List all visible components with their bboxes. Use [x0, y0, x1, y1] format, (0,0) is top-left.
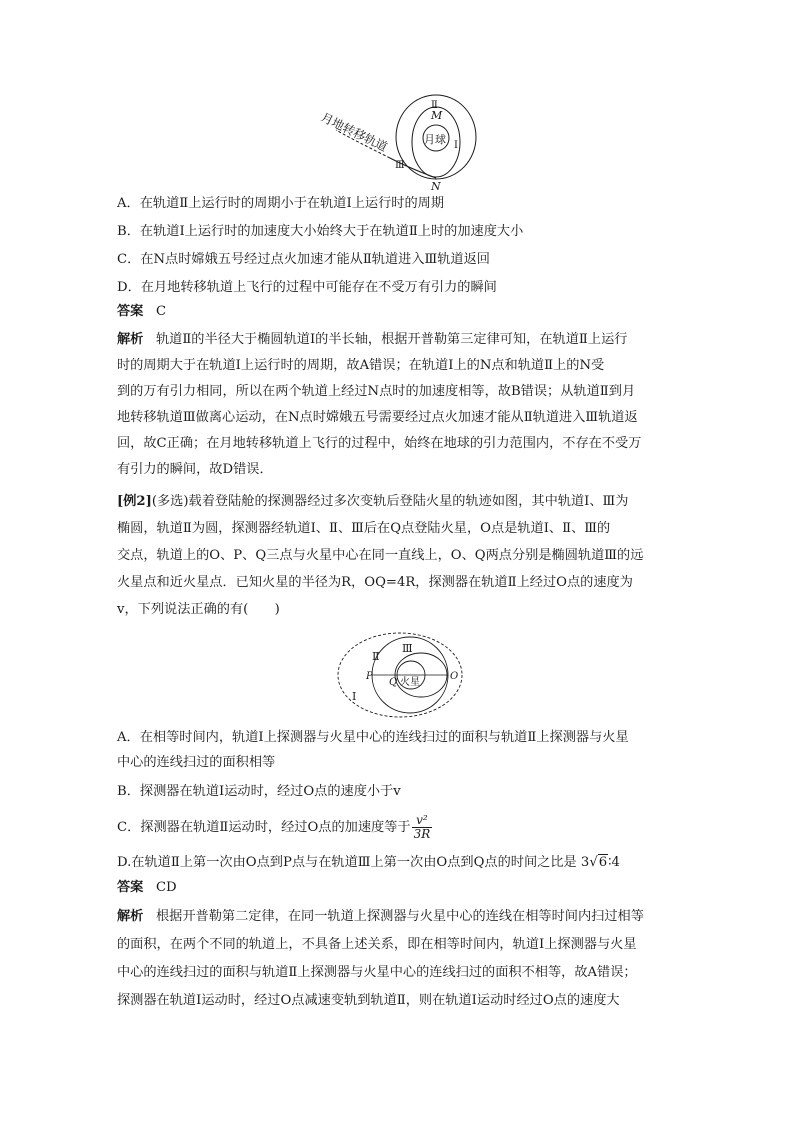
- sqrt-symbol: √: [589, 855, 598, 870]
- q1-analysis-line-3: 到的万有引力相同，所以在两个轨道上经过N点时的加速度相等，故B错误；从轨道Ⅱ到月: [117, 384, 636, 399]
- q2-option-c: C．探测器在轨道Ⅱ运动时，经过O点的加速度等于 $\frac{\text{v²}}{3R}$: [117, 813, 431, 841]
- point-m-label: M: [431, 109, 443, 122]
- q2-analysis-line-3: 中心的连线扫过的面积与轨道Ⅱ上探测器与火星中心的连线扫过的面积不相等，故A错误；: [117, 965, 637, 980]
- orbit-ii-label: Ⅱ: [431, 100, 438, 111]
- q1-analysis-line-5: 回，故C正确；在月地转移轨道上飞行的过程中，始终在地球的引力范围内，不存在不受万: [117, 436, 642, 451]
- point-p-label: P: [366, 671, 373, 682]
- orbit-iii-label: Ⅲ: [402, 642, 413, 655]
- transfer-orbit-label: 月地转移轨道: [318, 110, 390, 155]
- acceleration-fraction: $\frac{\text{v²}}{3R}$: [413, 813, 431, 841]
- q1-answer-label: 答案: [117, 304, 144, 319]
- q1-answer-row: [117, 302, 166, 322]
- ex2-line-4: 火星点和近火星点．已知火星的半径为R，OQ=4R，探测器在轨道Ⅱ上经过O点的速度为: [117, 575, 633, 590]
- q2-option-a-line-2: 中心的连线扫过的面积相等: [117, 755, 276, 770]
- q2-option-b: B．探测器在轨道Ⅰ运动时，经过O点的速度小于v: [117, 784, 401, 799]
- orbit-ii-label: Ⅱ: [372, 650, 380, 663]
- q1-option-c: C．在N点时嫦娥五号经过点火加速才能从Ⅱ轨道进入Ⅲ轨道返回: [117, 252, 490, 267]
- q1-analysis-line-2: 时的周期大于在轨道Ⅰ上运行时的周期，故A错误；在轨道Ⅰ上的N点和轨道Ⅱ上的N受: [117, 358, 605, 373]
- q1-analysis-line-4: 地转移轨道Ⅲ做离心运动，在N点时嫦娥五号需要经过点火加速才能从Ⅱ轨道进入Ⅲ轨道返: [117, 410, 638, 425]
- q2-analysis-line-2: 的面积，在两个不同的轨道上，不具备上述关系，即在相等时间内，轨道Ⅰ上探测器与火星: [117, 937, 637, 952]
- q1-answer-value: C: [155, 304, 167, 319]
- q1-option-d: D．在月地转移轨道上飞行的过程中可能存在不受万有引力的瞬间: [117, 280, 497, 295]
- ex2-label: [例2]: [117, 494, 152, 509]
- q2-analysis-label: 解析: [117, 909, 144, 924]
- q2-option-d: D.在轨道Ⅱ上第一次由O点到P点与在轨道Ⅲ上第一次由O点到Q点的时间之比是 3√6∶4: [117, 855, 620, 870]
- orbit-i-label: Ⅰ: [454, 140, 458, 151]
- q2-answer-value: CD: [155, 880, 177, 895]
- moon-orbit-figure: [300, 92, 490, 192]
- point-q-label: Q: [389, 677, 398, 688]
- q2-answer-label: 答案: [117, 880, 144, 895]
- orbit-i-label: Ⅰ: [352, 690, 357, 703]
- ex2-line-1: [例2](多选)载着登陆舱的探测器经过多次变轨后登陆火星的轨迹如图，其中轨道Ⅰ、Ⅲ为: [117, 494, 629, 509]
- orbit-iii-label: Ⅲ: [395, 160, 405, 171]
- q1-option-b: B．在轨道Ⅰ上运行时的加速度大小始终大于在轨道Ⅱ上时的加速度大小: [117, 224, 524, 239]
- moon-label: 月球: [424, 133, 446, 146]
- q2-analysis-line-1: 解析 根据开普勒第二定律，在同一轨道上探测器与火星中心的连线在相等时间内扫过相等: [117, 909, 644, 924]
- mars-label: 火星: [400, 677, 420, 688]
- mars-orbit-figure: [330, 630, 470, 720]
- q1-analysis-line-6: 有引力的瞬间，故D错误．: [117, 462, 273, 477]
- ex2-line-2: 椭圆，轨道Ⅱ为圆，探测器经轨道Ⅰ、Ⅱ、Ⅲ后在Q点登陆火星，O点是轨道Ⅰ、Ⅱ、Ⅲ的: [117, 521, 611, 536]
- point-n-label: N: [431, 180, 441, 193]
- ex2-line-5: v，下列说法正确的有( ): [117, 602, 280, 617]
- point-o-label: O: [450, 671, 459, 682]
- q1-analysis-line-1: 解析 轨道Ⅱ的半径大于椭圆轨道Ⅰ的半长轴，根据开普勒第三定律可知，在轨道Ⅱ上运行: [117, 332, 628, 347]
- q1-option-a: A．在轨道Ⅱ上运行时的周期小于在轨道Ⅰ上运行时的周期: [117, 196, 445, 211]
- q2-answer-row: [117, 878, 177, 898]
- q2-analysis-line-4: 探测器在轨道Ⅰ运动时，经过O点减速变轨到轨道Ⅱ，则在轨道Ⅰ运动时经过O点的速度大: [117, 993, 620, 1008]
- q1-analysis-label: 解析: [117, 332, 144, 347]
- q2-option-a-line-1: A．在相等时间内，轨道Ⅰ上探测器与火星中心的连线扫过的面积与轨道Ⅱ上探测器与火星: [117, 730, 629, 745]
- ex2-line-3: 交点，轨道上的O、P、Q三点与火星中心在同一直线上，O、Q两点分别是椭圆轨道Ⅲ的远: [117, 548, 644, 563]
